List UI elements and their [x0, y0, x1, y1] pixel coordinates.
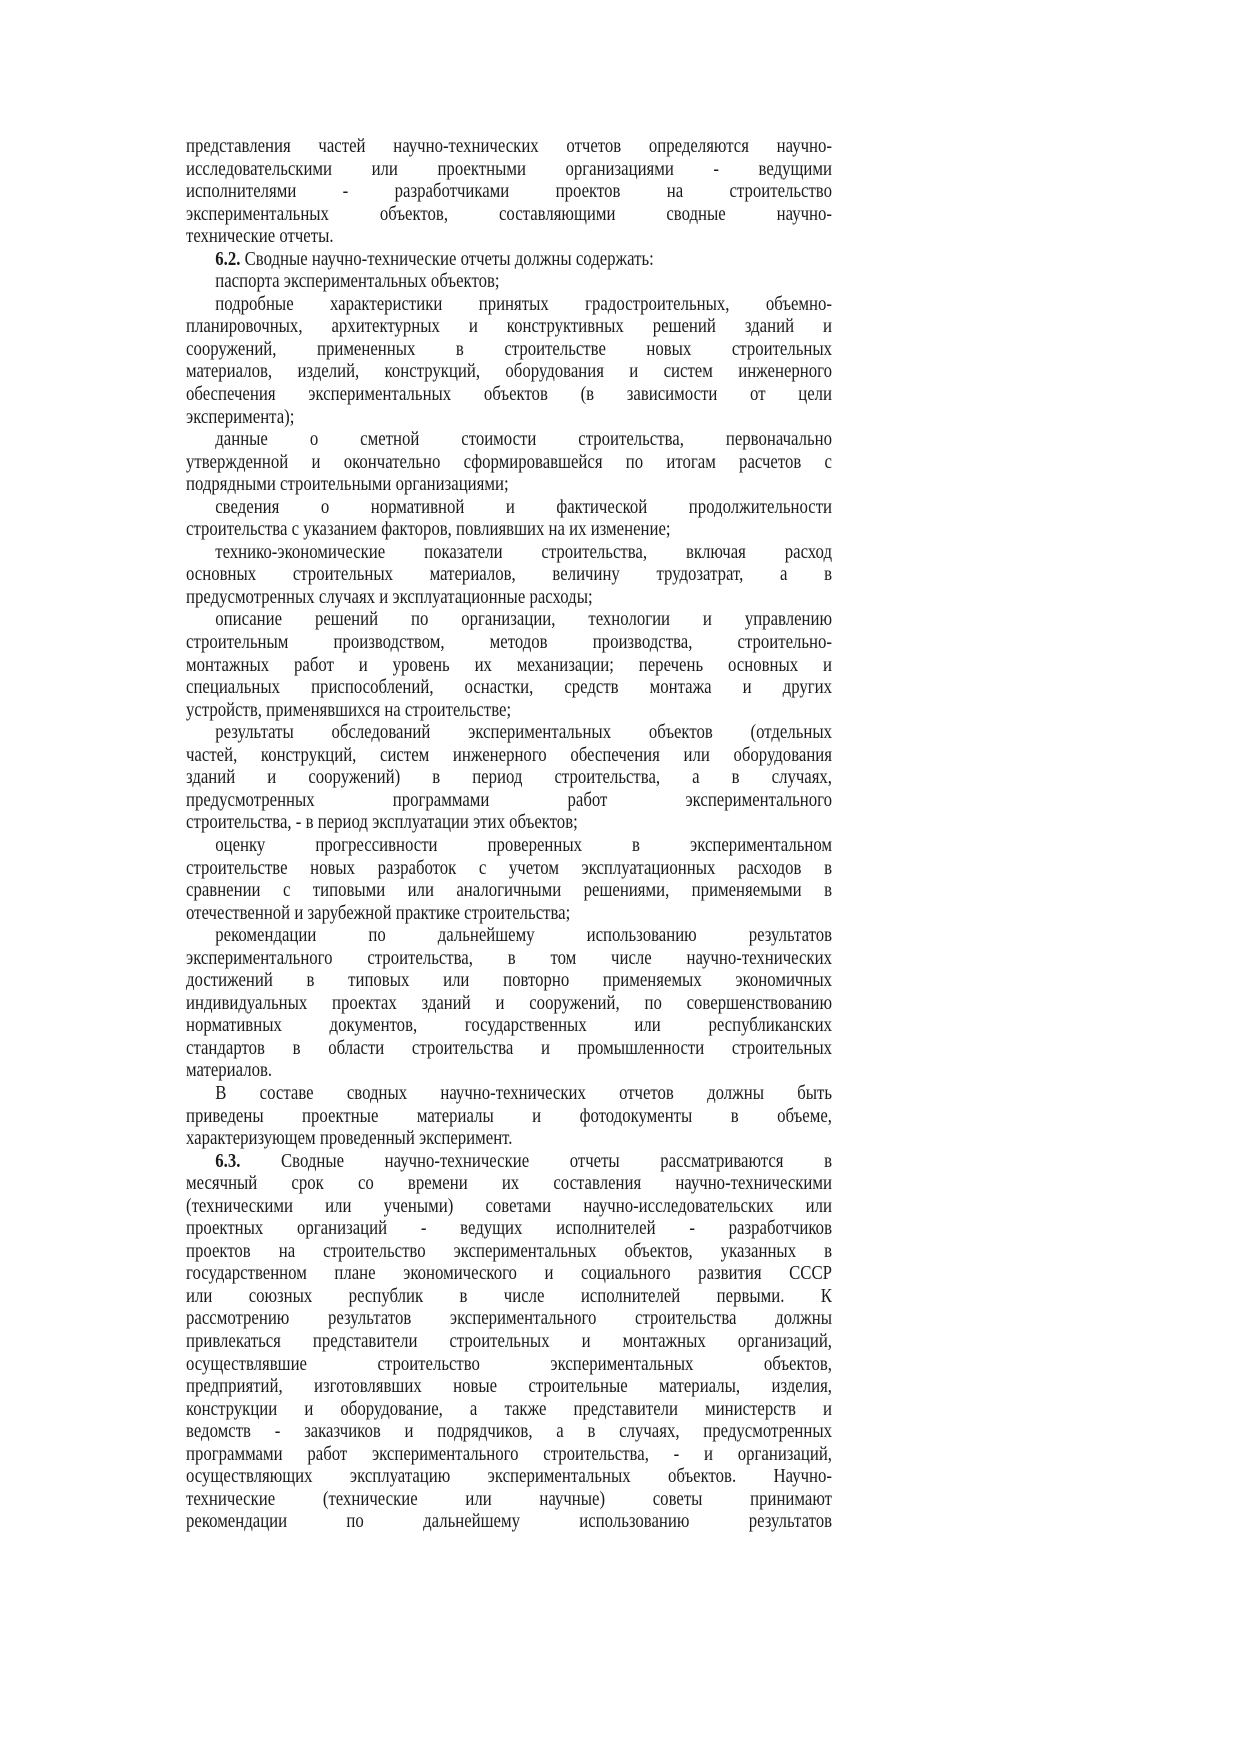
text-line	[186, 249, 832, 272]
line-text: строительства с указанием факторов, повлиявших на их изменение;	[186, 519, 671, 541]
text-line	[186, 655, 832, 678]
line-text: экспериментальных объектов, составляющими сводные научно-	[186, 203, 832, 225]
line-text: частей, конструкций, систем инженерного обеспечения или оборудования	[186, 744, 832, 766]
text-line	[186, 1263, 832, 1286]
line-text: паспорта экспериментальных объектов;	[215, 271, 500, 293]
text-line	[186, 1354, 832, 1377]
line-text: проектных организаций - ведущих исполнителей - разработчиков	[186, 1218, 832, 1240]
text-line	[186, 587, 832, 610]
line-text: Сводные научно-технические отчеты рассматриваются в	[240, 1150, 832, 1172]
line-text: основных строительных материалов, величину трудозатрат, а в	[186, 564, 832, 586]
text-line	[186, 1241, 832, 1264]
line-text: характеризующем проведенный эксперимент.	[186, 1128, 513, 1150]
paragraph	[186, 1083, 832, 1151]
line-text: приведены проектные материалы и фотодокументы в объеме,	[186, 1105, 832, 1127]
text-line	[186, 384, 832, 407]
line-text: исполнителями - разработчиками проектов на строительство	[186, 181, 832, 203]
text-line	[186, 429, 832, 452]
line-text: эксперимента);	[186, 406, 295, 428]
line-text: утвержденной и окончательно сформировавшейся по итогам расчетов с	[186, 451, 832, 473]
line-text: конструкции и оборудование, а также представители министерств и	[186, 1398, 832, 1420]
text-line	[186, 903, 832, 926]
paragraph	[186, 925, 832, 1083]
line-text: достижений в типовых или повторно применяемых экономичных	[186, 970, 832, 992]
text-line	[186, 407, 832, 430]
line-text: строительстве новых разработок с учетом эксплуатационных расходов в	[186, 857, 832, 879]
line-text: предприятий, изготовлявших новые строительные материалы, изделия,	[186, 1376, 832, 1398]
line-text: описание решений по организации, технологии и управлению	[215, 609, 832, 631]
line-text: сооружений, примененных в строительстве новых строительных	[186, 338, 832, 360]
line-text: планировочных, архитектурных и конструктивных решений зданий и	[186, 316, 832, 338]
line-text: монтажных работ и уровень их механизации; перечень основных и	[186, 654, 832, 676]
line-text: индивидуальных проектах зданий и сооружений, по совершенствованию	[186, 992, 832, 1014]
text-line	[186, 722, 832, 745]
text-line	[186, 835, 832, 858]
line-text: стандартов в области строительства и промышленности строительных	[186, 1037, 832, 1059]
text-line	[186, 948, 832, 971]
document-page	[186, 136, 832, 1534]
text-line	[186, 632, 832, 655]
text-line	[186, 745, 832, 768]
line-text: специальных приспособлений, оснастки, средств монтажа и других	[186, 677, 832, 699]
text-line	[186, 767, 832, 790]
line-text: данные о сметной стоимости строительства, первоначально	[215, 429, 832, 451]
line-text: рассмотрению результатов экспериментального строительства должны	[186, 1308, 832, 1330]
line-text: оценку прогрессивности проверенных в экспериментальном	[215, 834, 832, 856]
line-text: осуществлявшие строительство экспериментальных объектов,	[186, 1353, 832, 1375]
text-line	[186, 361, 832, 384]
text-line	[186, 1331, 832, 1354]
line-text: исследовательскими или проектными организациями - ведущими	[186, 158, 832, 180]
text-line	[186, 564, 832, 587]
line-text: предусмотренных программами работ экспериментального	[186, 789, 832, 811]
line-text: материалов, изделий, конструкций, оборудования и систем инженерного	[186, 361, 832, 383]
paragraph	[186, 271, 832, 294]
text-line	[186, 1421, 832, 1444]
text-line	[186, 294, 832, 317]
text-line	[186, 339, 832, 362]
text-line	[186, 316, 832, 339]
text-line	[186, 880, 832, 903]
line-text: программами работ экспериментального строительства, - и организаций,	[186, 1443, 832, 1465]
line-text: сведения о нормативной и фактической продолжительности	[215, 496, 832, 518]
line-text: привлекаться представители строительных и монтажных организаций,	[186, 1330, 832, 1352]
line-text: предусмотренных случаях и эксплуатационные расходы;	[186, 586, 593, 608]
text-line	[186, 1308, 832, 1331]
line-text: экспериментального строительства, в том числе научно-технических	[186, 947, 832, 969]
line-text: подрядными строительными организациями;	[186, 474, 509, 496]
paragraph	[186, 136, 832, 249]
line-text: месячный срок со времени их составления научно-техническими	[186, 1173, 832, 1195]
line-text: строительным производством, методов производства, строительно-	[186, 632, 832, 654]
text-line	[186, 271, 832, 294]
paragraph	[186, 429, 832, 497]
text-line	[186, 1173, 832, 1196]
text-line	[186, 812, 832, 835]
text-line	[186, 1106, 832, 1129]
line-text: обеспечения экспериментальных объектов (в зависимости от цели	[186, 384, 832, 406]
text-line	[186, 136, 832, 159]
text-line	[186, 226, 832, 249]
line-text: представления частей научно-технических отчетов определяются научно-	[186, 136, 832, 157]
line-text: материалов.	[186, 1060, 273, 1082]
line-text: подробные характеристики принятых градостроительных, объемно-	[215, 293, 832, 315]
text-line	[186, 1466, 832, 1489]
line-text: (техническими или учеными) советами научно-исследовательских или	[186, 1195, 832, 1217]
text-line	[186, 700, 832, 723]
paragraph	[186, 835, 832, 925]
line-text: сравнении с типовыми или аналогичными решениями, применяемыми в	[186, 880, 832, 902]
line-text: Сводные научно-технические отчеты должны содержать:	[240, 248, 654, 270]
line-text: отечественной и зарубежной практике строительства;	[186, 902, 571, 924]
text-line	[186, 858, 832, 881]
line-text: строительства, - в период эксплуатации этих объектов;	[186, 812, 578, 834]
text-line	[186, 1218, 832, 1241]
line-text: технические отчеты.	[186, 226, 334, 248]
text-line	[186, 204, 832, 227]
text-line	[186, 1060, 832, 1083]
section-number: 6.3.	[215, 1150, 241, 1172]
text-line	[186, 677, 832, 700]
text-line	[186, 452, 832, 475]
text-line	[186, 1489, 832, 1512]
text-line	[186, 1196, 832, 1219]
text-line	[186, 1376, 832, 1399]
text-line	[186, 993, 832, 1016]
paragraph	[186, 542, 832, 610]
line-text: рекомендации по дальнейшему использованию результатов	[215, 925, 832, 947]
line-text: или союзных республик в числе исполнителей первыми. К	[186, 1285, 832, 1307]
text-line	[186, 925, 832, 948]
text-line	[186, 1015, 832, 1038]
line-text: проектов на строительство экспериментальных объектов, указанных в	[186, 1240, 832, 1262]
line-text: государственном плане экономического и социального развития СССР	[186, 1263, 832, 1285]
text-line	[186, 159, 832, 182]
text-line	[186, 1128, 832, 1151]
line-text: рекомендации по дальнейшему использованию результатов	[186, 1511, 832, 1533]
paragraph	[186, 294, 832, 429]
paragraph	[186, 497, 832, 542]
text-line	[186, 181, 832, 204]
text-line	[186, 1286, 832, 1309]
line-text: устройств, применявшихся на строительстве;	[186, 699, 512, 721]
text-line	[186, 609, 832, 632]
text-line	[186, 497, 832, 520]
text-line	[186, 970, 832, 993]
text-line	[186, 1083, 832, 1106]
paragraph	[186, 1151, 832, 1534]
paragraph	[186, 722, 832, 835]
text-line	[186, 542, 832, 565]
line-text: В составе сводных научно-технических отчетов должны быть	[215, 1082, 832, 1104]
text-line	[186, 1511, 832, 1534]
text-line	[186, 1444, 832, 1467]
line-text: результаты обследований экспериментальных объектов (отдельных	[215, 722, 832, 744]
paragraph	[186, 609, 832, 722]
line-text: осуществляющих эксплуатацию экспериментальных объектов. Научно-	[186, 1466, 832, 1488]
text-line	[186, 474, 832, 497]
paragraph	[186, 249, 832, 272]
text-line	[186, 790, 832, 813]
line-text: нормативных документов, государственных или республиканских	[186, 1015, 832, 1037]
text-line	[186, 519, 832, 542]
text-line	[186, 1038, 832, 1061]
section-number: 6.2.	[215, 248, 241, 270]
line-text: ведомств - заказчиков и подрядчиков, а в случаях, предусмотренных	[186, 1421, 832, 1443]
text-line	[186, 1151, 832, 1174]
text-line	[186, 1399, 832, 1422]
line-text: технические (технические или научные) советы принимают	[186, 1488, 832, 1510]
line-text: технико-экономические показатели строительства, включая расход	[215, 541, 832, 563]
line-text: зданий и сооружений) в период строительства, а в случаях,	[186, 767, 832, 789]
